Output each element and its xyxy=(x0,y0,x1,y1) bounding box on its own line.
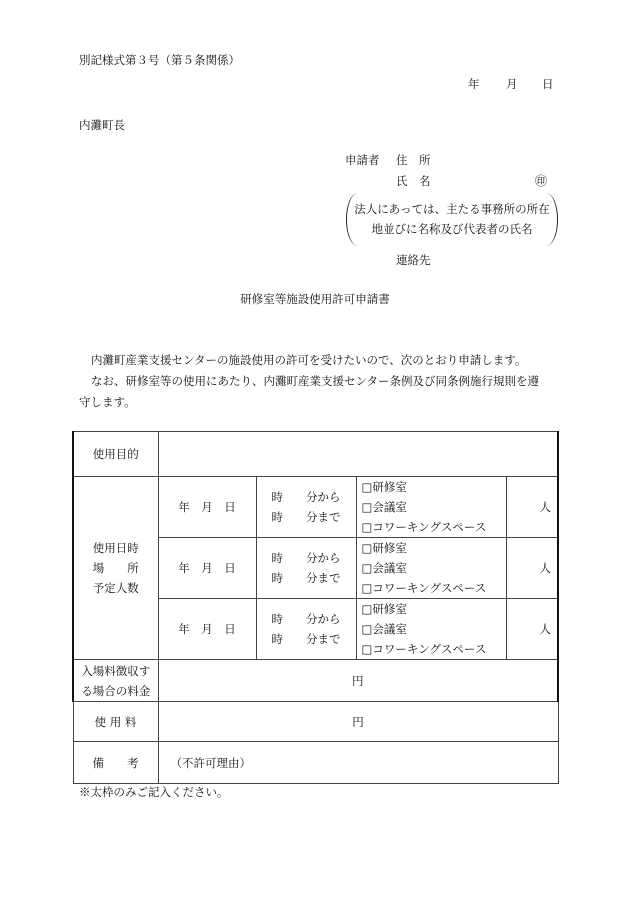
body-paragraph-2-line2: 守します。 xyxy=(79,395,136,409)
name-label: 氏 名 xyxy=(396,174,431,188)
address-label: 住 所 xyxy=(396,153,431,167)
time-to-1: 時 分まで xyxy=(271,510,341,524)
addressee: 内灘町長 xyxy=(79,118,125,132)
body-paragraph-2-line1: なお、研修室等の使用にあたり、内灘町産業支援センター条例及び同条例施行規則を遵 xyxy=(91,374,540,388)
usage-fee-label: 使 用 料 xyxy=(73,702,158,742)
contact-label: 連絡先 xyxy=(396,253,431,267)
usage-date-2[interactable]: 年 月 日 xyxy=(158,538,256,599)
usage-time-1[interactable] xyxy=(256,477,356,538)
people-count-2[interactable]: 人 xyxy=(506,538,558,599)
room-meeting-2[interactable]: □会議室 xyxy=(361,561,407,575)
room-training-3[interactable]: □研修室 xyxy=(361,602,407,616)
seal-mark: ㊞ xyxy=(535,174,548,188)
footnote: ※太枠のみご記入ください。 xyxy=(79,785,229,799)
time-from-1: 時 分から xyxy=(271,490,341,504)
usage-fee-row xyxy=(73,702,558,742)
applicant-label: 申請者 xyxy=(345,153,380,167)
remarks-value: （不許可理由） xyxy=(158,742,558,784)
time-from-3: 時 分から xyxy=(271,612,341,626)
application-table xyxy=(72,431,559,784)
room-meeting-3[interactable]: □会議室 xyxy=(361,622,407,636)
usage-row-1 xyxy=(73,477,558,538)
usage-label-line3: 予定人数 xyxy=(92,581,139,595)
entry-fee-row xyxy=(73,660,558,702)
room-options-2 xyxy=(356,538,506,599)
room-coworking-3[interactable]: □コワーキングスペース xyxy=(361,642,487,656)
remarks-row xyxy=(73,742,558,784)
time-to-3: 時 分まで xyxy=(271,632,341,646)
usage-date-3[interactable]: 年 月 日 xyxy=(158,599,256,660)
entry-fee-label xyxy=(73,660,158,702)
entry-fee-label-line2: る場合の料金 xyxy=(81,683,151,698)
usage-fee-value: 円 xyxy=(158,702,558,742)
usage-date-1[interactable]: 年 月 日 xyxy=(158,477,256,538)
room-options-3 xyxy=(356,599,506,660)
entry-fee-input[interactable]: 円 xyxy=(158,660,558,702)
room-meeting-1[interactable]: □会議室 xyxy=(361,500,407,514)
usage-label xyxy=(73,477,158,660)
purpose-input[interactable] xyxy=(158,432,558,477)
people-count-3[interactable]: 人 xyxy=(506,599,558,660)
usage-label-line1: 使用日時 xyxy=(92,541,139,555)
room-training-1[interactable]: □研修室 xyxy=(361,480,407,494)
date-year: 年 xyxy=(468,77,480,91)
room-coworking-2[interactable]: □コワーキングスペース xyxy=(361,581,487,595)
room-options-1 xyxy=(356,477,506,538)
remarks-label: 備 考 xyxy=(73,742,158,784)
date-day: 日 xyxy=(542,77,554,91)
document-title: 研修室等施設使用許可申請書 xyxy=(240,292,390,306)
corporate-note-bracket xyxy=(346,193,558,246)
body-paragraph-1: 内灘町産業支援センターの施設使用の許可を受けたいので、次のとおり申請します。 xyxy=(91,353,527,367)
date-month: 月 xyxy=(506,77,518,91)
room-coworking-1[interactable]: □コワーキングスペース xyxy=(361,520,487,534)
entry-fee-label-line1: 入場料徴収す xyxy=(81,663,151,678)
form-id: 別記様式第３号（第５条関係） xyxy=(79,53,240,67)
corporate-note-line2: 地並びに名称及び代表者の氏名 xyxy=(371,222,533,236)
purpose-row xyxy=(73,432,558,477)
time-to-2: 時 分まで xyxy=(271,571,341,585)
purpose-label: 使用目的 xyxy=(73,432,158,477)
time-from-2: 時 分から xyxy=(271,551,341,565)
date-line xyxy=(0,76,630,90)
corporate-note-line1: 法人にあっては、主たる事務所の所在 xyxy=(354,202,550,216)
usage-label-line2: 場 所 xyxy=(92,561,139,575)
room-training-2[interactable]: □研修室 xyxy=(361,541,407,555)
usage-time-2[interactable] xyxy=(256,538,356,599)
usage-time-3[interactable] xyxy=(256,599,356,660)
people-count-1[interactable]: 人 xyxy=(506,477,558,538)
